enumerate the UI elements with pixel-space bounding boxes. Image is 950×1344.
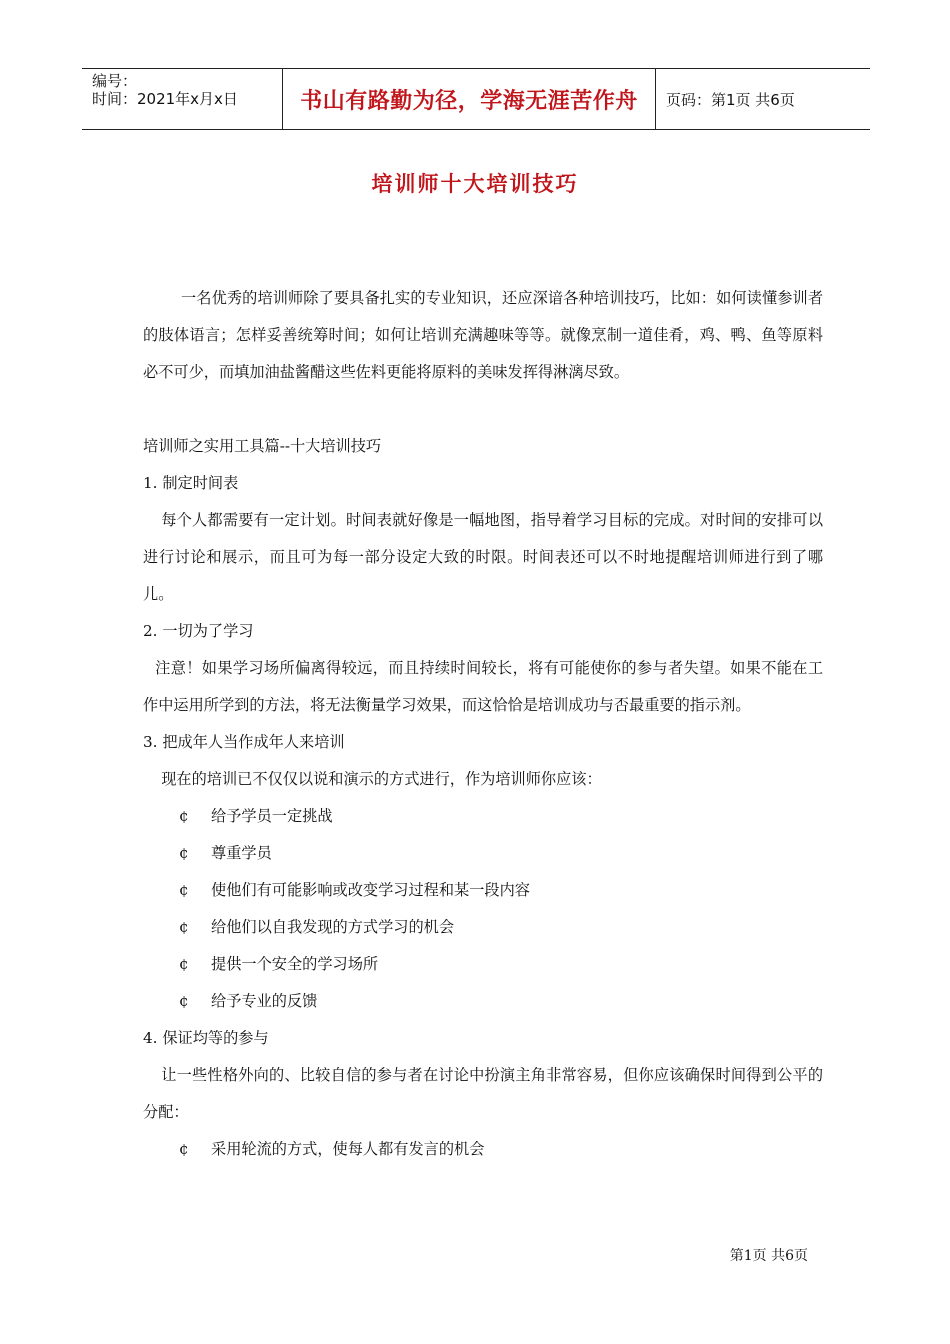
list-item-text: 给予学员一定挑战: [211, 807, 333, 825]
list-item-text: 尊重学员: [211, 844, 272, 862]
list-item-text: 采用轮流的方式，使每人都有发言的机会: [211, 1140, 485, 1158]
bullet-mark: ¢: [179, 918, 189, 936]
intro-paragraph: 一名优秀的培训师除了要具备扎实的专业知识，还应深谙各种培训技巧，比如：如何读懂参训者的肢体语言；怎样妥善统筹时间；如何让培训充满趣味等等。就像烹制一道佳肴，鸡、鸭、鱼等原料必不可少，而填加油盐酱醋这些佐料更能将原料的美味发挥得淋漓尽致。: [143, 289, 823, 381]
bullet-mark: ¢: [179, 992, 189, 1010]
list-item: [143, 983, 823, 1020]
bullet-mark: ¢: [179, 955, 189, 973]
number-label: 编号：: [92, 72, 138, 90]
section-title: 培训师之实用工具篇--十大培训技巧: [143, 437, 382, 455]
spacer: [143, 391, 823, 428]
document-title: 培训师十大培训技巧: [371, 172, 579, 196]
bullet-mark: ¢: [179, 1140, 189, 1158]
time-label: 时间：2021年x月x日: [92, 90, 238, 108]
list-item: [143, 835, 823, 872]
section-body-1: 每个人都需要有一定计划。时间表就好像是一幅地图，指导着学习目标的完成。对时间的安排可以进行讨论和展示，而且可为每一部分设定大致的时限。时间表还可以不时地提醒培训师进行到了哪儿。: [143, 511, 823, 603]
list-item: [143, 909, 823, 946]
page-footer: 第1页 共6页: [729, 1248, 808, 1264]
bullet-mark: ¢: [179, 844, 189, 862]
list-item-text: 给予专业的反馈: [211, 992, 318, 1010]
list-item-text: 提供一个安全的学习场所: [211, 955, 379, 973]
list-item: [143, 1131, 823, 1168]
bullet-mark: ¢: [179, 881, 189, 899]
section-body-4: 让一些性格外向的、比较自信的参与者在讨论中扮演主角非常容易，但你应该确保时间得到公平的分配：: [143, 1066, 823, 1121]
section-body-2: 注意！如果学习场所偏离得较远，而且持续时间较长，将有可能使你的参与者失望。如果不能在工作中运用所学到的方法，将无法衡量学习效果，而这恰恰是培训成功与否最重要的指示剂。: [143, 659, 823, 714]
bullet-mark: ¢: [179, 807, 189, 825]
list-item-text: 给他们以自我发现的方式学习的机会: [211, 918, 454, 936]
list-item: [143, 946, 823, 983]
header-page-info: 页码：第1页 共6页: [666, 90, 795, 109]
list-item: [143, 872, 823, 909]
header-motto: 书山有路勤为径，学海无涯苦作舟: [283, 69, 656, 129]
section-body-3: 现在的培训已不仅仅以说和演示的方式进行，作为培训师你应该：: [161, 770, 602, 788]
list-item-text: 使他们有可能影响或改变学习过程和某一段内容: [211, 881, 530, 899]
document-header: [82, 68, 870, 130]
list-item: [143, 798, 823, 835]
section-heading-4: 4. 保证均等的参与: [143, 1029, 269, 1047]
section-heading-2: 2. 一切为了学习: [143, 622, 254, 640]
section-heading-1: 1. 制定时间表: [143, 474, 239, 492]
header-meta: [82, 69, 283, 129]
section-heading-3: 3. 把成年人当作成年人来培训: [143, 733, 345, 751]
document-body: [143, 280, 823, 1168]
